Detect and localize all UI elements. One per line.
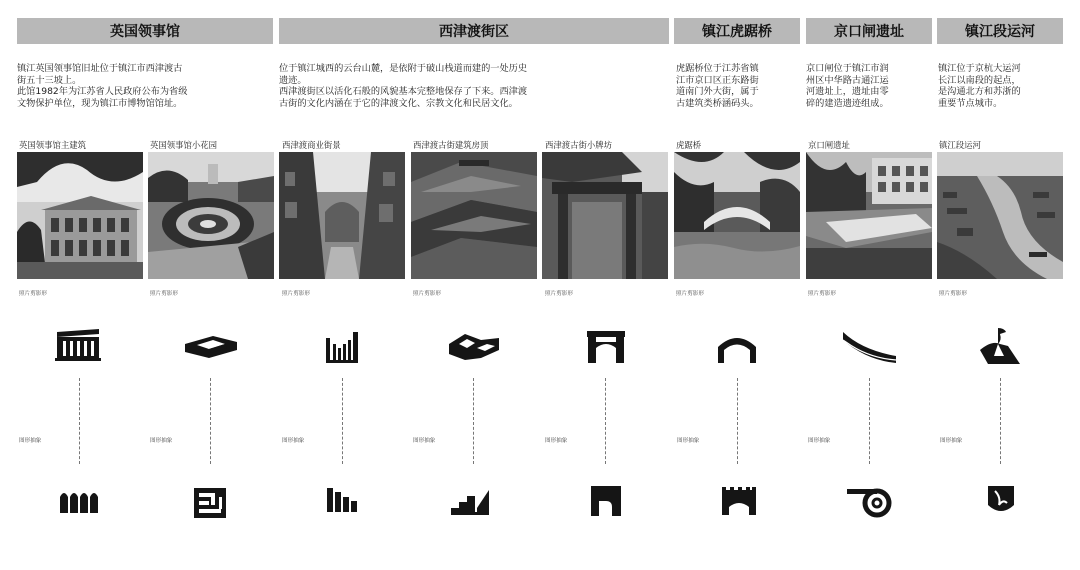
stepped-blocks-icon xyxy=(326,487,358,513)
huju-bridge-photo xyxy=(674,152,800,279)
photo-caption: 虎踞桥 xyxy=(676,140,702,150)
section-header-xijindu: 西津渡街区 xyxy=(279,18,669,44)
photo-label: 照片剪影形 xyxy=(413,291,441,297)
connector-line xyxy=(473,378,474,464)
abstract-label: 图形抽象 xyxy=(808,438,831,444)
spiral-icon xyxy=(846,488,894,518)
photo-label: 照片剪影形 xyxy=(282,291,310,297)
photo-caption: 京口闸遗址 xyxy=(808,140,850,150)
section-header-hujuqiao: 镇江虎踞桥 xyxy=(674,18,800,44)
xijindu-street-photo xyxy=(279,152,405,279)
abstract-label: 图形抽象 xyxy=(677,438,700,444)
street-buildings-icon xyxy=(325,330,359,364)
section-description-canal: 镇江位于京杭大运河 长江以南段的起点， 是沟通北方和苏浙的 重要节点城市。 xyxy=(938,63,1021,109)
maze-icon xyxy=(193,487,227,519)
section-header-jingkouzha: 京口闸遗址 xyxy=(806,18,932,44)
connector-line xyxy=(605,378,606,464)
consulate-main-building-photo xyxy=(17,152,143,279)
arch-bridge-icon xyxy=(717,333,757,363)
photo-label: 照片剪影形 xyxy=(150,291,178,297)
photo-caption: 西津渡商业街景 xyxy=(282,140,341,150)
connector-line xyxy=(342,378,343,464)
section-description-xijindu: 位于镇江城西的云台山麓，是依附于破山栈道而建的一处历史 遗迹。 西津渡街区以活化石般的风貌基本完整地保存了下来。西津渡 古街的文化内涵在于它的津渡文化、宗教文化和民居文化。 xyxy=(279,63,528,109)
canal-boat-icon xyxy=(978,326,1022,366)
abstract-label: 图形抽象 xyxy=(545,438,568,444)
section-description-consulate: 镇江英国领事馆旧址位于镇江市西津渡古 街五十三坡上。 此馆1982年为江苏省人民政府公布为省级 文物保护单位，现为镇江市博物馆馆址。 xyxy=(17,63,188,109)
section-description-hujuqiao: 虎踞桥位于江苏省镇 江市京口区正东路街 道南门外大街，属于 古建筑类桥涵码头。 xyxy=(676,63,759,109)
photo-caption: 西津渡古街建筑房顶 xyxy=(413,140,489,150)
section-description-jingkouzha: 京口闸位于镇江市润 州区中华路古通江运 河遗址上，遗址由零 碎的建造遗迹组成。 xyxy=(806,63,889,109)
xijindu-rooftops-photo xyxy=(411,152,537,279)
photo-label: 照片剪影形 xyxy=(676,291,704,297)
photo-caption: 镇江段运河 xyxy=(939,140,981,150)
section-header-consulate: 英国领事馆 xyxy=(17,18,273,44)
rooftops-icon xyxy=(447,330,501,362)
arches-icon xyxy=(59,489,99,513)
abstract-label: 图形抽象 xyxy=(282,438,305,444)
abstract-label: 图形抽象 xyxy=(150,438,173,444)
connector-line xyxy=(1000,378,1001,464)
jingkou-sluice-photo xyxy=(806,152,932,279)
consulate-garden-photo xyxy=(148,152,274,279)
section-header-canal: 镇江段运河 xyxy=(937,18,1063,44)
connector-line xyxy=(210,378,211,464)
xijindu-archway-photo xyxy=(542,152,668,279)
gate-block-icon xyxy=(590,485,622,517)
photo-caption: 英国领事馆小花园 xyxy=(150,140,217,150)
photo-label: 照片剪影形 xyxy=(808,291,836,297)
garden-terrace-icon xyxy=(183,334,239,360)
river-shield-icon xyxy=(987,485,1015,515)
abstract-label: 图形抽象 xyxy=(940,438,963,444)
colonnade-building-icon xyxy=(53,328,103,362)
connector-line xyxy=(869,378,870,464)
photo-caption: 英国领事馆主建筑 xyxy=(19,140,86,150)
sluice-ruin-icon xyxy=(842,330,898,364)
photo-label: 照片剪影形 xyxy=(545,291,573,297)
stairs-icon xyxy=(449,488,491,516)
bridge-gate-icon xyxy=(721,487,757,515)
archway-gate-icon xyxy=(586,330,626,364)
photo-label: 照片剪影形 xyxy=(19,291,47,297)
connector-line xyxy=(79,378,80,464)
photo-caption: 西津渡古街小牌坊 xyxy=(545,140,612,150)
connector-line xyxy=(737,378,738,464)
abstract-label: 图形抽象 xyxy=(19,438,42,444)
photo-label: 照片剪影形 xyxy=(939,291,967,297)
abstract-label: 图形抽象 xyxy=(413,438,436,444)
zhenjiang-canal-photo xyxy=(937,152,1063,279)
